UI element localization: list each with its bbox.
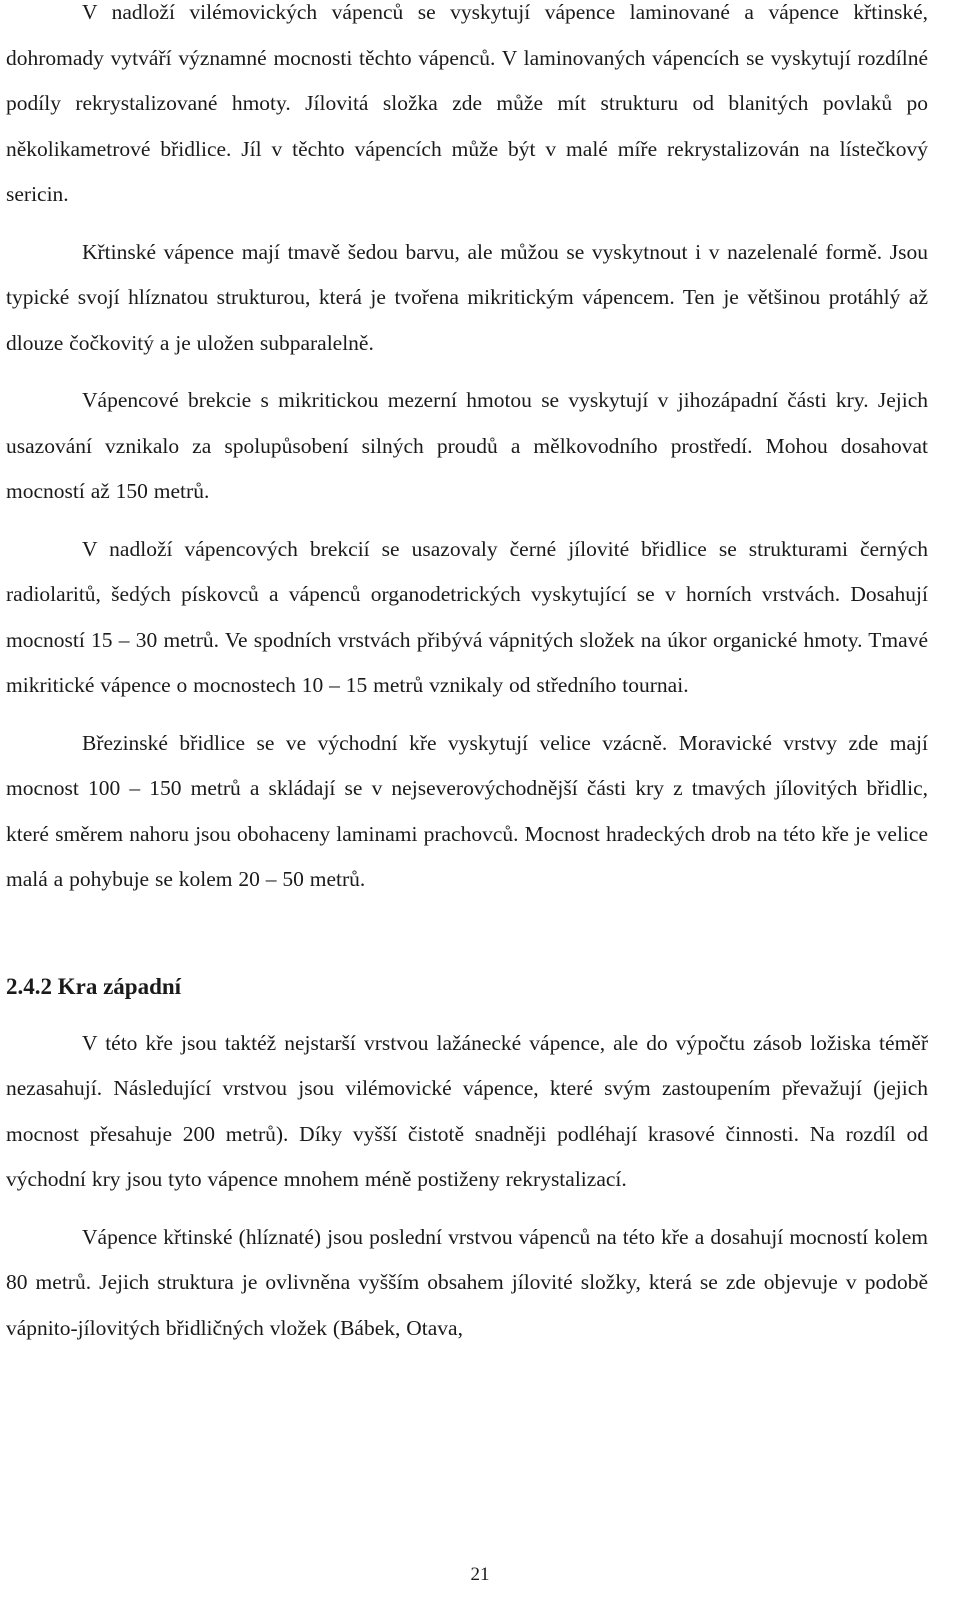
- paragraph-brezina-shales: Březinské břidlice se ve východní kře vyskytují velice vzácně. Moravické vrstvy zde mají mocnost 100 – 150 metrů a skládají se v nejseverovýchodnější části kry z tmavých jílovitých břidlic, které směrem nahoru jsou obohaceny laminami prachovců. Mocnost hradeckých drob na této kře je velice malá a pohybuje se kolem 20 – 50 metrů.: [6, 730, 928, 891]
- paragraph-laminated-limestones: V nadloží vilémovických vápenců se vyskytují vápence laminované a vápence křtinské, dohromady vytváří významné mocnosti těchto vápenců. V laminovaných vápencích se vyskytují rozdílné podíly rekrystalizované hmoty. Jílovitá složka zde může mít strukturu od blanitých povlaků po několikametrové břidlice. Jíl v těchto vápencích může být v malé míře rekrystalizován na lístečkový sericin.: [6, 0, 928, 206]
- paragraph-western-block-oldest: V této kře jsou taktéž nejstarší vrstvou lažánecké vápence, ale do výpočtu zásob ložiska téměř nezasahují. Následující vrstvou jsou vilémovické vápence, které svým zastoupením převažují (jejich mocnost přesahuje 200 metrů). Díky vyšší čistotě snadněji podléhají krasové činnosti. Na rozdíl od východní kry jsou tyto vápence mnohem méně postiženy rekrystalizací.: [6, 1030, 928, 1191]
- paragraph-krtiny-limestones: Křtinské vápence mají tmavě šedou barvu, ale můžou se vyskytnout i v nazelenalé formě. Jsou typické svojí hlíznatou strukturou, která je tvořena mikritickým vápencem. Ten je většinou protáhlý až dlouze čočkovitý a je uložen subparalelně.: [6, 239, 928, 355]
- section-heading: 2.4.2 Kra západní: [6, 973, 182, 999]
- page-number: 21: [470, 1564, 490, 1585]
- document-page: [6, 0, 928, 1351]
- paragraph-limestone-breccias: Vápencové brekcie s mikritickou mezerní hmotou se vyskytují v jihozápadní části kry. Jejich usazování vznikalo za spolupůsobení silných proudů a mělkovodního prostředí. Mohou dosahovat mocností až 150 metrů.: [6, 388, 928, 503]
- paragraph-shales-radiolarites: V nadloží vápencových brekcií se usazovaly černé jílovité břidlice se strukturami černých radiolaritů, šedých pískovců a vápenců organodetrických vyskytující se v horních vrstvách. Dosahují mocností 15 – 30 metrů. Ve spodních vrstvách přibývá vápnitých složek na úkor organické hmoty. Tmavé mikritické vápence o mocnostech 10 – 15 metrů vznikaly od středního tournai.: [6, 536, 928, 697]
- paragraph-western-block-krtiny: Vápence křtinské (hlíznaté) jsou poslední vrstvou vápenců na této kře a dosahují mocností kolem 80 metrů. Jejich struktura je ovlivněna vyšším obsahem jílovité složky, která se zde objevuje v podobě vápnito-jílovitých břidličných vložek (Bábek, Otava,: [6, 1224, 928, 1340]
